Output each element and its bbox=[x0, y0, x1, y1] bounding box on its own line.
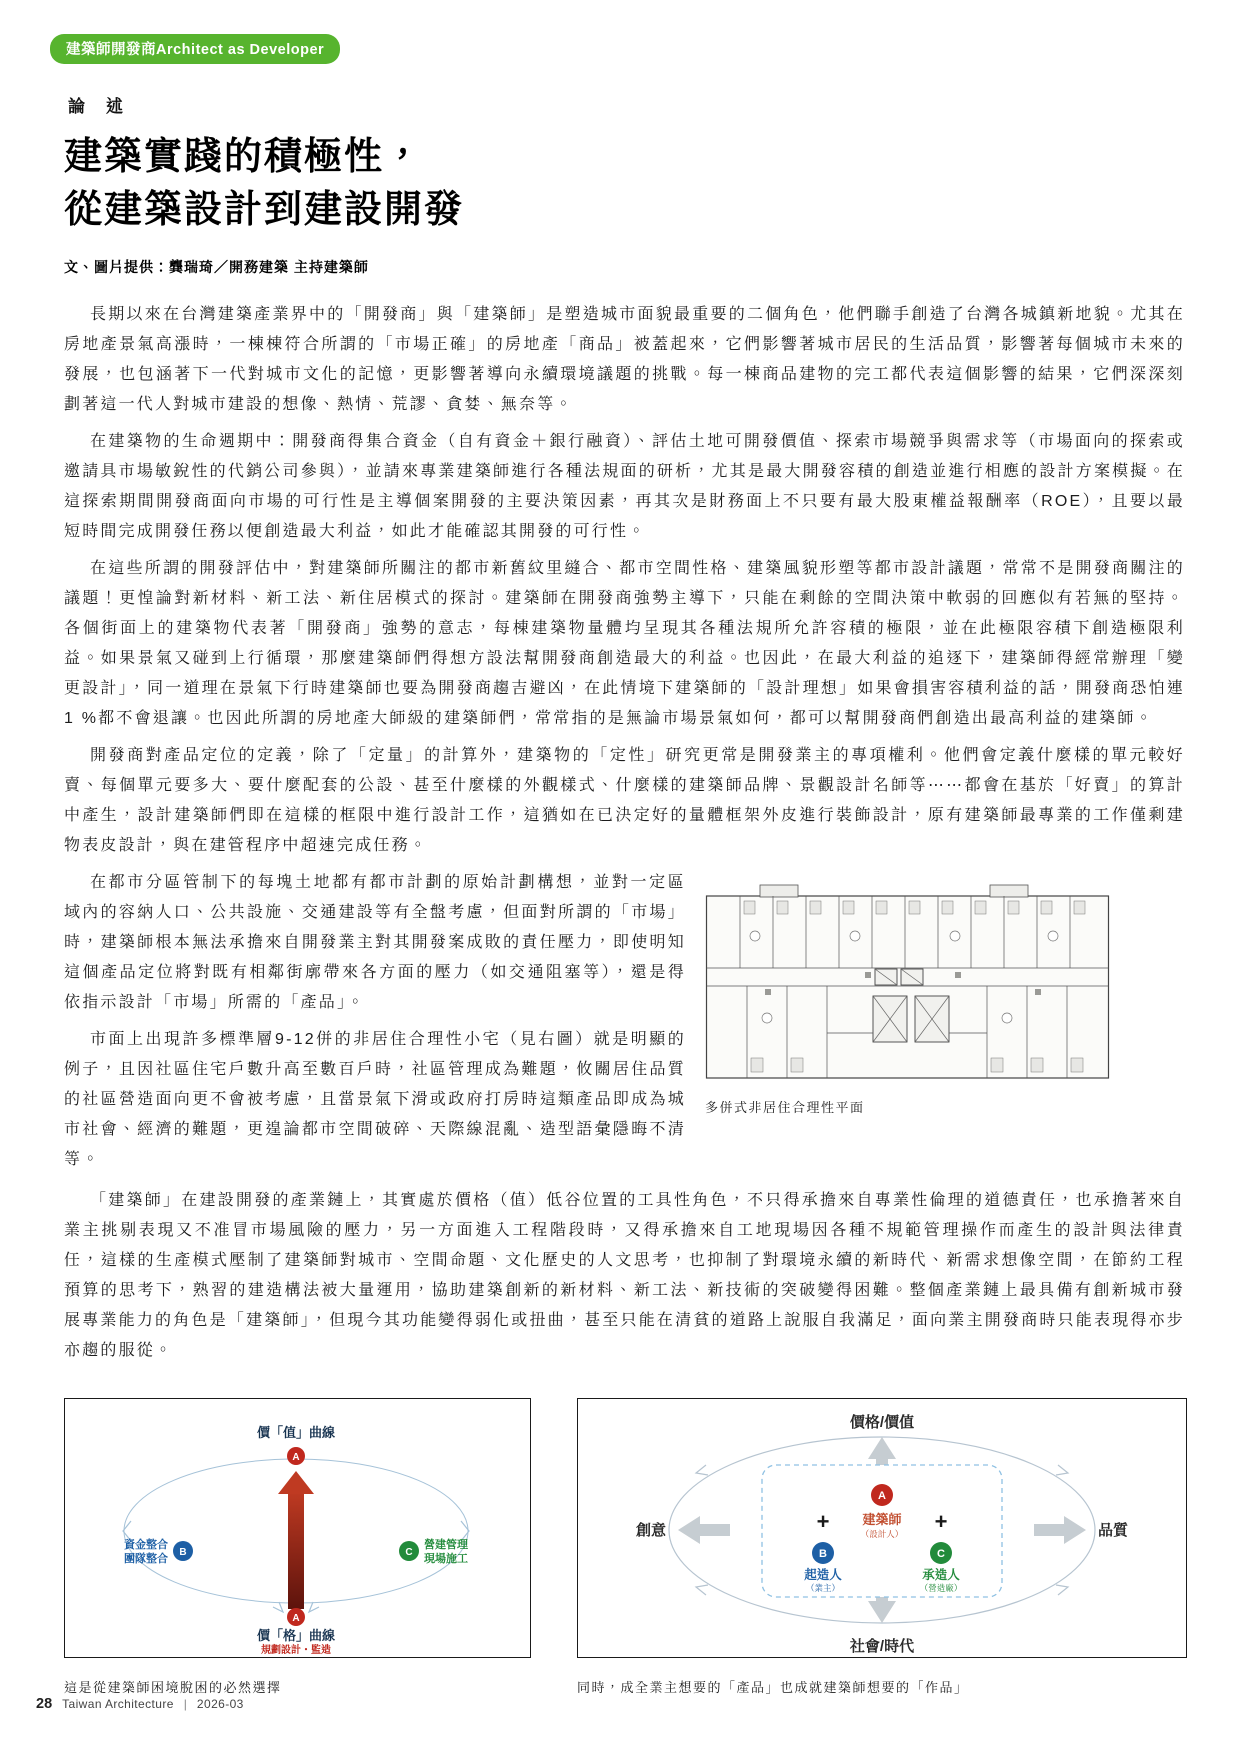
architect-label: 建築師 bbox=[862, 1512, 902, 1527]
article-head bbox=[64, 92, 1185, 277]
quality-label: 品質 bbox=[1098, 1522, 1129, 1539]
narrow-text-column bbox=[64, 868, 686, 1182]
paragraph-2: 在建築物的生命週期中：開發商得集合資金（自有資金＋銀行融資）、評估土地可開發價值、探索市場競爭與需求等（市場面向的探索或邀請具市場敏銳性的代銷公司參與），並請來專業建築師進行各種法規面的研析，尤其是最大開發容積的創造並進行相應的設計方案模擬。在這探索期間開發商面向市場的可行性是主導個案開發的主要決策因素，再其次是財務面上不只要有最大股東權益報酬率（ROE），且要以最短時間完成開發任務以便創造最大利益，如此才能確認其開發的可行性。 bbox=[64, 433, 1185, 540]
issue-date: 2026-03 bbox=[196, 1697, 244, 1711]
site-work-label: 現場施工 bbox=[424, 1553, 468, 1565]
paragraph-1: 長期以來在台灣建築產業界中的「開發商」與「建築師」是塑造城市面貌最重要的二個角色，他們聯手創造了台灣各城鎮新地貌。尤其在房地產景氣高漲時，一棟棟符合所謂的「市場正確」的房地產「商品」被蓋起來，它們影響著城市居民的生活品質，影響著每個城市未來的發展，也包涵著下一代對城市文化的記憶，更影響著導向永續環境議題的挑戰。每一棟商品建物的完工都代表這個影響的結果，它們深深刻劃著這一代人對城市建設的想像、熱情、荒謬、貪婪、無奈等。 bbox=[64, 306, 1185, 413]
price-value-label: 價格/價值 bbox=[849, 1414, 915, 1431]
owner-node-letter: B bbox=[819, 1548, 827, 1560]
page-number: 28 bbox=[36, 1696, 53, 1712]
page-title bbox=[64, 131, 1185, 237]
paragraph-3: 在這些所謂的開發評估中，對建築師所關注的都市新舊紋里縫合、都市空間性格、建築風貌形塑等都市設計議題，常常不是開發商關注的議題！更惶論對新材料、新工法、新住居模式的探討。建築師在開發商強勢主導下，只能在剩餘的空間決策中軟弱的回應似有若無的堅持。各個街面上的建築物代表著「開發商」強勢的意志，每棟建築物量體均呈現其各種法規所允許容積的極限，並在此極限容積下創造極限利益。如果景氣又碰到上行循環，那麼建築師們得想方設法幫開發商創造最大的利益。也因此，在最大利益的追逐下，建築師得經常辦理「變更設計」，同一道理在景氣下行時建築師也要為開發商趨吉避凶，在此情境下建築師的「設計理想」如果會損害容積利益的話，開發商恐怕連1 %都不會退讓。也因此所謂的房地產大師級的建築師們，常常指的是無論市場景氣如何，都可以幫開發商們創造出最高利益的建築師。 bbox=[64, 560, 1185, 727]
title-line2: 從建築設計到建設開發 bbox=[64, 189, 465, 232]
paragraph-5: 在都市分區管制下的每塊土地都有都市計劃的原始計劃構想，並對一定區域內的容納人口、公共設施、交通建設等有全盤考慮，但面對所謂的「市場」時，建築師根本無法承擔來自開發業主對其開發案成敗的責任壓力，即使明知這個產品定位將對既有相鄰街廓帶來各方面的壓力（如交通阻塞等），還是得依指示設計「市場」所需的「產品」。 bbox=[64, 874, 686, 1011]
paragraph-4: 開發商對產品定位的定義，除了「定量」的計算外，建築物的「定性」研究更常是開發業主的專項權利。他們會定義什麼樣的單元較好賣、每個單元要多大、要什麼配套的公設、甚至什麼樣的外觀樣式、什麼樣的建築師品牌、景觀設計名師等⋯⋯都會在基於「好賣」的算計中產生，設計建築師們即在這樣的框限中進行設計工作，這猶如在已決定好的量體框架外皮進行裝飾設計，原有建築師最專業的工作僅剩建物表皮設計，與在建管程序中超速完成任務。 bbox=[64, 747, 1185, 854]
diagram-left-figure bbox=[64, 1398, 529, 1696]
creativity-label: 創意 bbox=[635, 1522, 666, 1539]
plus-left: + bbox=[816, 1509, 830, 1534]
bottom-figures bbox=[64, 1398, 1185, 1696]
footer-separator: | bbox=[183, 1697, 187, 1711]
section-label: 論 述 bbox=[68, 97, 125, 116]
value-arrow-head bbox=[278, 1471, 314, 1494]
designer-sublabel: （設計人） bbox=[860, 1529, 904, 1539]
abc-roles-diagram bbox=[577, 1398, 1187, 1658]
paragraph-6: 市面上出現許多標準層9-12併的非居住合理性小宅（見右圖）就是明顯的例子，且因社區住宅戶數升高至數百戶時，社區管理成為難題，攸關居住品質的社區營造面向更不會被考慮，且當景氣下滑或政府打房時這類產品即成為城市社會、經濟的難題，更遑論都市空間破碎、天際線混亂、造型語彙隱晦不清等。 bbox=[64, 1031, 686, 1168]
owner-label: 起造人 bbox=[804, 1568, 842, 1582]
society-era-label: 社會/時代 bbox=[849, 1638, 915, 1655]
client-sublabel: （業主） bbox=[805, 1583, 841, 1593]
text-and-plan-block bbox=[64, 868, 1185, 1182]
funds-label: 資金整合 bbox=[124, 1539, 168, 1551]
price-curve-label: 價「格」曲線 bbox=[256, 1628, 336, 1643]
category-tag: 建築師開發商Architect as Developer bbox=[50, 34, 340, 64]
price-curve-sublabel: 規劃設計・監造 bbox=[261, 1645, 331, 1656]
node-c-letter: C bbox=[405, 1547, 413, 1558]
value-curve-label: 價「值」曲線 bbox=[256, 1425, 336, 1440]
diagram-left-caption: 這是從建築師困境脫困的必然選擇 bbox=[64, 1680, 282, 1695]
magazine-name: Taiwan Architecture bbox=[62, 1697, 174, 1711]
value-arrow-shaft bbox=[288, 1491, 304, 1609]
plus-right: + bbox=[934, 1509, 948, 1534]
value-price-curve-diagram bbox=[64, 1398, 531, 1658]
diagram-right-caption: 同時，成全業主想要的「產品」也成就建築師想要的「作品」 bbox=[577, 1680, 969, 1695]
builder-label: 承造人 bbox=[922, 1568, 960, 1582]
contractor-sublabel: （營造廠） bbox=[919, 1583, 963, 1593]
plan-caption: 多併式非居住合理性平面 bbox=[705, 1100, 865, 1115]
page-footer bbox=[36, 1696, 244, 1712]
node-a-bottom-letter: A bbox=[292, 1613, 300, 1624]
paragraph-7: 「建築師」在建設開發的產業鏈上，其實處於價格（值）低谷位置的工具性角色，不只得承擔來自專業性倫理的道德責任，也承擔著來自業主挑剔表現又不准冒市場風險的壓力，另一方面進入工程階段時，又得承擔來自工地現場因各種不規範管理操作而產生的設計與法律責任，這樣的生產模式壓制了建築師對城市、空間命題、文化歷史的人文思考，也抑制了對環境永續的新時代、新需求想像空間，在節約工程預算的思考下，熟習的建造構法被大量運用，協助建築創新的新材料、新工法、新技術的突破變得困難。整個產業鏈上最具備有創新城市發展專業能力的角色是「建築師」，但現今其功能變得弱化或扭曲，甚至只能在清貧的道路上說服自我滿足，面向業主開發商時只能表現得亦步亦趨的服從。 bbox=[64, 1192, 1185, 1359]
builder-node-letter: C bbox=[937, 1548, 945, 1560]
architect-node-letter: A bbox=[878, 1490, 886, 1502]
construction-mgmt-label: 營建管理 bbox=[424, 1539, 468, 1551]
diagram-right-figure bbox=[577, 1398, 1185, 1696]
plan-figure bbox=[705, 868, 1110, 1182]
node-b-letter: B bbox=[179, 1547, 187, 1558]
title-line1: 建築實踐的積極性， bbox=[64, 136, 425, 178]
byline: 文、圖片提供：龔瑞琦／開務建築 主持建築師 bbox=[64, 259, 369, 276]
article-body bbox=[64, 300, 1185, 1373]
floor-plan-image bbox=[705, 868, 1110, 1080]
team-label: 團隊整合 bbox=[124, 1553, 168, 1565]
node-a-top-letter: A bbox=[292, 1452, 300, 1463]
